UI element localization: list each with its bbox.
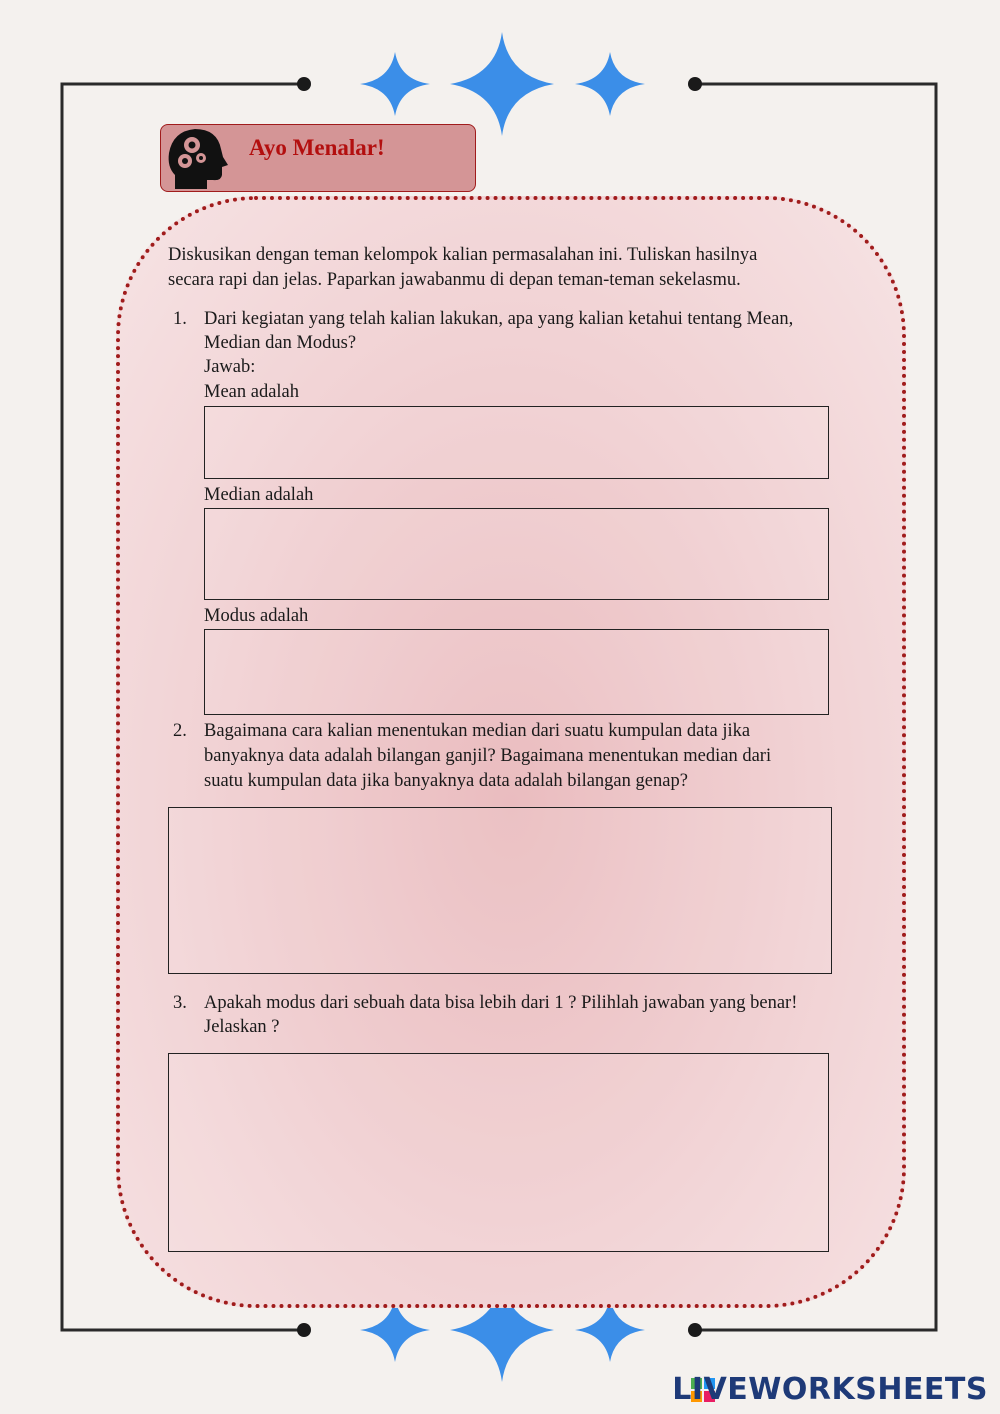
frame-dot: [297, 1323, 311, 1337]
modus-label: Modus adalah: [204, 606, 309, 626]
head-gears-icon: [165, 125, 229, 193]
question-text: Median dan Modus?: [204, 333, 357, 353]
section-title: Ayo Menalar!: [249, 135, 385, 160]
frame-dot: [297, 77, 311, 91]
intro-line: Diskusikan dengan teman kelompok kalian permasalahan ini. Tuliskan hasilnya: [168, 245, 758, 265]
question-text: Bagaimana cara kalian menentukan median dari suatu kumpulan data jika: [204, 721, 751, 741]
question-number: 2.: [173, 721, 187, 741]
star-icon: [450, 32, 554, 136]
star-icon: [575, 52, 645, 116]
question-text: Jelaskan ?: [204, 1017, 280, 1037]
section-header: [160, 124, 476, 192]
brand-name[interactable]: LIVEWORKSHEETS: [672, 1372, 988, 1407]
question-text: Dari kegiatan yang telah kalian lakukan, apa yang kalian ketahui tentang Mean,: [204, 309, 794, 329]
question-number: 3.: [173, 993, 187, 1013]
mean-label: Mean adalah: [204, 382, 300, 402]
intro-line: secara rapi dan jelas. Paparkan jawabanmu di depan teman-teman sekelasmu.: [168, 270, 741, 290]
question-text: banyaknya data adalah bilangan ganjil? Bagaimana menentukan median dari: [204, 746, 772, 766]
median-answer-field[interactable]: [204, 508, 829, 600]
q3-answer-field[interactable]: [168, 1053, 829, 1252]
star-icon: [360, 52, 430, 116]
question-text: suatu kumpulan data jika banyaknya data adalah bilangan genap?: [204, 771, 688, 791]
question-text: Apakah modus dari sebuah data bisa lebih dari 1 ? Pilihlah jawaban yang benar!: [204, 993, 798, 1013]
median-label: Median adalah: [204, 485, 314, 505]
frame-dot: [688, 77, 702, 91]
answer-label: Jawab:: [204, 357, 256, 377]
question-number: 1.: [173, 309, 187, 329]
q2-answer-field[interactable]: [168, 807, 832, 974]
frame-dot: [688, 1323, 702, 1337]
mean-answer-field[interactable]: [204, 406, 829, 479]
modus-answer-field[interactable]: [204, 629, 829, 715]
